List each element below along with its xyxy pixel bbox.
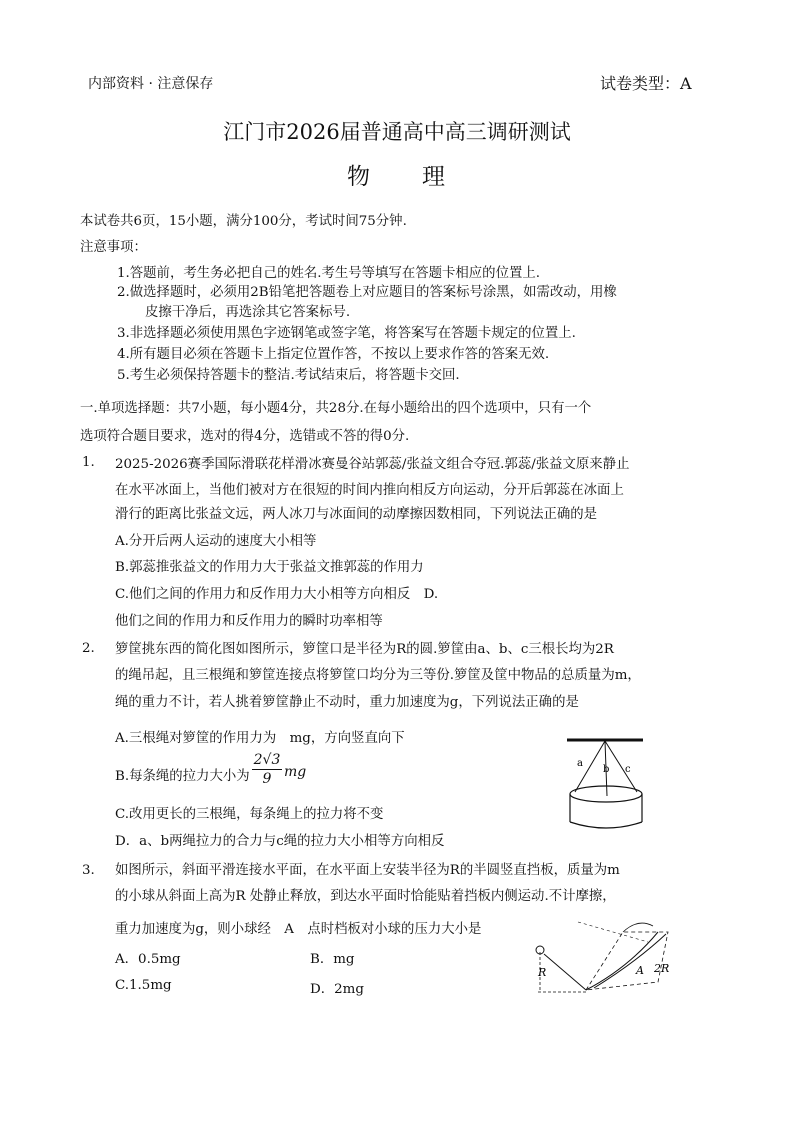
notice-item: 5.考生必须保持答题卡的整洁.考试结束后，将答题卡交回. (117, 368, 460, 383)
question-number: 3. (82, 863, 95, 878)
q3-option-b: B．mg (310, 952, 355, 967)
notice-item: 3.非选择题必须使用黑色字迹钢笔或签字笔，将答案写在答题卡规定的位置上. (117, 326, 576, 341)
q2-option-b-fraction (252, 752, 282, 787)
q2-stem-line: 箩筐挑东西的简化图如图所示，箩筐口是半径为R的圆.箩筐由a、b、c三根长均为2R (115, 642, 614, 657)
question-number: 1. (82, 455, 95, 470)
q3-option-d: D．2mg (310, 982, 364, 997)
rope-label-a: a (577, 758, 583, 769)
notice-item: 2.做选择题时，必须用2B铅笔把答题卷上对应题目的答案标号涂黑，如需改动，用橡 (117, 285, 617, 300)
q3-stem-line: 如图所示，斜面平滑连接水平面，在水平面上安装半径为R的半圆竖直挡板，质量为m (115, 863, 620, 878)
q3-stem-line: 重力加速度为g，则小球经 A 点时档板对小球的压力大小是 (115, 922, 482, 937)
exam-title: 江门市2026届普通高中高三调研测试 (223, 120, 571, 144)
basket-rim (570, 786, 642, 802)
fraction-numerator: 2√3 (253, 752, 281, 768)
q1-option-b: B.郭蕊推张益文的作用力大于张益文推郭蕊的作用力 (115, 560, 424, 575)
basket-bottom (570, 822, 642, 828)
horizontal-plane (586, 932, 668, 990)
point-a-label: A (636, 964, 644, 977)
rope-c (605, 741, 637, 792)
rope-label-b: b (603, 764, 610, 775)
diameter-label: 2R (654, 962, 670, 975)
exam-summary: 本试卷共6页，15小题，满分100分，考试时间75分钟. (80, 214, 407, 229)
q3-option-c: C.1.5mg (115, 978, 172, 993)
notice-item-continued: 皮擦干净后，再选涂其它答案标号. (145, 305, 351, 320)
q1-stem-line: 2025-2026赛季国际滑联花样滑冰赛曼谷站郭蕊/张益文组合夺冠.郭蕊/张益文原来静止 (115, 457, 630, 472)
q1-option-d: 他们之间的作用力和反作用力的瞬时功率相等 (115, 614, 383, 629)
q1-stem-line: 在水平冰面上，当他们被对方在很短的时间内推向相反方向运动，分开后郭蕊在冰面上 (115, 483, 624, 498)
notice-item: 4.所有题目必须在答题卡上指定位置作答，不按以上要求作答的答案无效. (117, 347, 550, 362)
fraction-denominator: 9 (262, 771, 272, 787)
semicircle-baffle (586, 932, 658, 990)
paper-type: 试卷类型：A (600, 74, 692, 93)
q2-option-d: D．a、b两绳拉力的合力与c绳的拉力大小相等方向相反 (115, 834, 445, 849)
basket-figure (555, 730, 660, 835)
q1-option-a: A.分开后两人运动的速度大小相等 (115, 534, 317, 549)
q2-option-c: C.改用更长的三根绳，每条绳上的拉力将不变 (115, 807, 384, 822)
internal-note: 内部资料 · 注意保存 (88, 76, 214, 92)
baffle-top (623, 923, 653, 932)
q2-option-b: B.每条绳的拉力大小为 (115, 769, 250, 784)
rope-label-c: c (625, 764, 631, 775)
notice-item: 1.答题前，考生务必把自己的姓名.考生号等填写在答题卡相应的位置上. (117, 266, 541, 281)
height-label: R (538, 966, 547, 979)
q2-option-a: A.三根绳对箩筐的作用力为 mg，方向竖直向下 (115, 731, 405, 746)
q3-option-a: A．0.5mg (115, 952, 181, 967)
q1-option-c: C.他们之间的作用力和反作用力大小相等方向相反 D. (115, 587, 439, 602)
notice-heading: 注意事项： (80, 240, 147, 255)
q2-option-b-unit: mg (284, 764, 307, 780)
q3-stem-line: 的小球从斜面上高为R 处静止释放，到达水平面时恰能贴着挡板内侧运动.不计摩擦， (115, 889, 616, 904)
question-number: 2. (82, 641, 95, 656)
q1-stem-line: 滑行的距离比张益文远，两人冰刀与冰面间的动摩擦因数相同，下列说法正确的是 (115, 507, 598, 522)
section-heading: 一.单项选择题：共7小题，每小题4分，共28分.在每小题给出的四个选项中，只有一个 (80, 401, 592, 416)
guide-line (578, 922, 648, 942)
q2-stem-line: 的绳吊起，且三根绳和箩筐连接点将箩筐口均分为三等份.箩筐及筐中物品的总质量为m， (115, 668, 641, 683)
incline-slope (544, 954, 586, 990)
subject-title: 物 理 (347, 164, 447, 190)
q2-stem-line: 绳的重力不计，若人挑着箩筐静止不动时，重力加速度为g，下列说法正确的是 (115, 695, 579, 710)
section-heading-continued: 选项符合题目要求，选对的得4分，选错或不答的得0分. (80, 429, 410, 444)
incline-figure (528, 912, 693, 1002)
